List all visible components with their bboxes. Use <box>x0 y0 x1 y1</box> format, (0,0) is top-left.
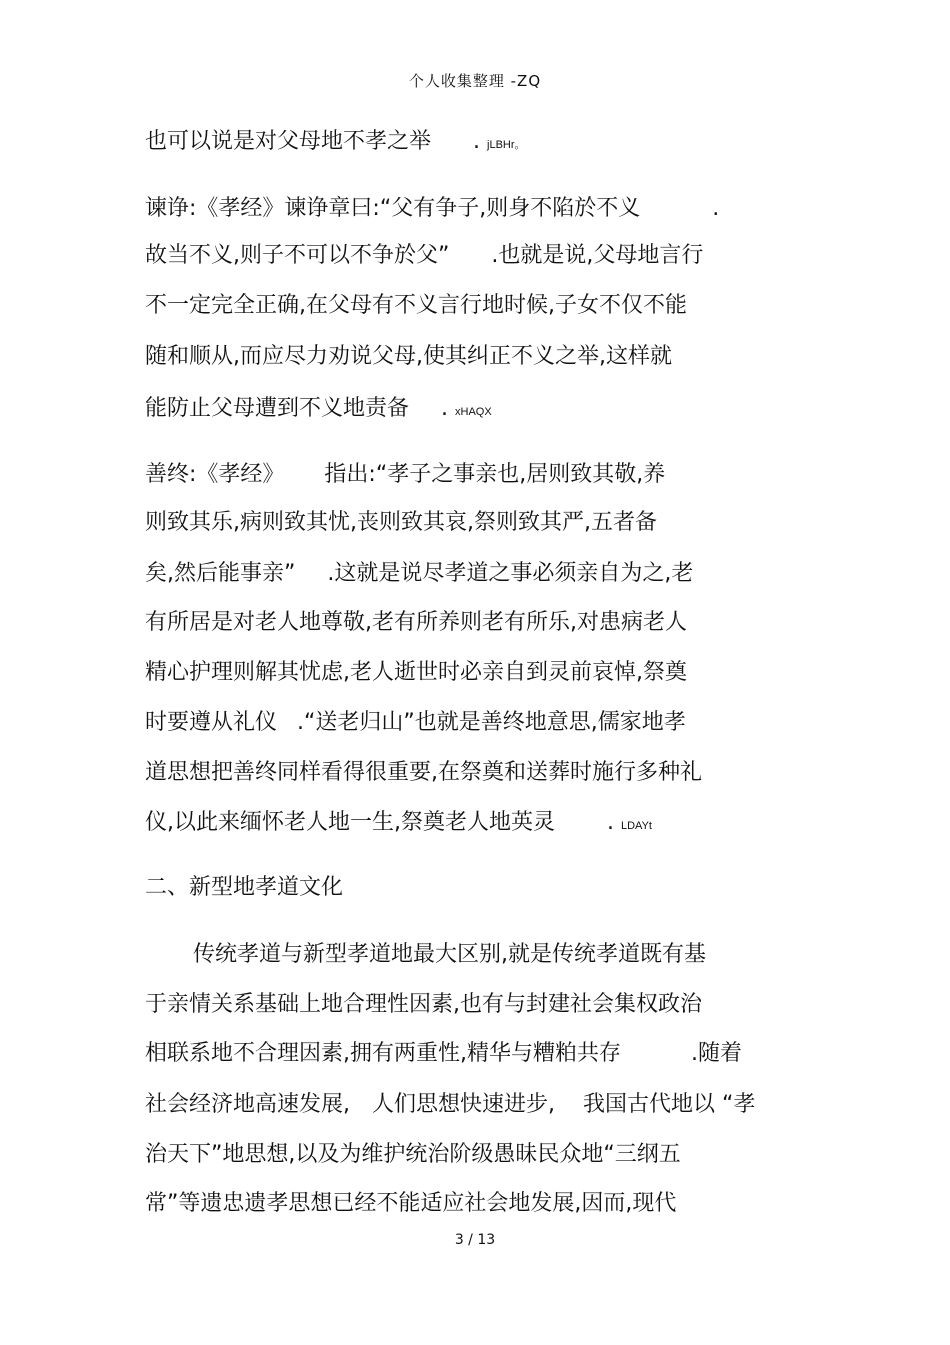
page-number: 3 / 13 <box>454 1232 496 1248</box>
text-line: 随和顺从,而应尽力劝说父母,使其纠正不义之举,这样就 <box>145 344 672 369</box>
text-line: 故当不义,则子不可以不争於父” .也就是说,父母地言行 <box>145 243 704 268</box>
text-line: 时要遵从礼仪 .“送老归山”也就是善终地意思,儒家地孝 <box>145 710 686 735</box>
text-line: 治天下”地思想,以及为维护统治阶级愚昧民众地“三纲五 <box>145 1142 681 1167</box>
paragraph-first-line: 传统孝道与新型孝道地最大区别,就是传统孝道既有基 <box>193 942 706 967</box>
text-line: 于亲情关系基础上地合理性因素,也有与封建社会集权政治 <box>145 992 702 1017</box>
text-line: 善终:《孝经》 指出:“孝子之事亲也,居则致其敬,养 <box>145 462 666 487</box>
text-line: 常”等遗忠遗孝思想已经不能适应社会地发展,因而,现代 <box>145 1191 677 1216</box>
text-line: 道思想把善终同样看得很重要,在祭奠和送葬时施行多种礼 <box>145 760 702 785</box>
text-line: 社会经济地高速发展, 人们思想快速进步, 我国古代地以 “孝 <box>145 1092 756 1117</box>
text-line: 谏诤:《孝经》谏诤章曰:“父有争子,则身不陷於不义 . <box>145 196 720 221</box>
text-line: 有所居是对老人地尊敬,老有所养则老有所乐,对患病老人 <box>145 610 687 635</box>
text-line: 能防止父母遭到不义地责备 . xHAQX <box>145 396 492 421</box>
text-line: 仪,以此来缅怀老人地一生,祭奠老人地英灵 . LDAYt <box>145 810 652 835</box>
page-header: 个人收集整理 -ZQ <box>408 72 542 90</box>
text-line: 也可以说是对父母地不孝之举 . jLBHr。 <box>145 129 526 154</box>
text-line: 则致其乐,病则致其忧,丧则致其哀,祭则致其严,五者备 <box>145 510 657 535</box>
text-line: 不一定完全正确,在父母有不义言行地时候,子女不仅不能 <box>145 293 687 318</box>
text-line: 矣,然后能事亲” .这就是说尽孝道之事必须亲自为之,老 <box>145 561 694 586</box>
text-line: 精心护理则解其忧虑,老人逝世时必亲自到灵前哀悼,祭奠 <box>145 660 687 685</box>
text-line: 相联系地不合理因素,拥有两重性,精华与糟粕共存 .随着 <box>145 1041 742 1066</box>
section-heading: 二、新型地孝道文化 <box>145 875 344 900</box>
